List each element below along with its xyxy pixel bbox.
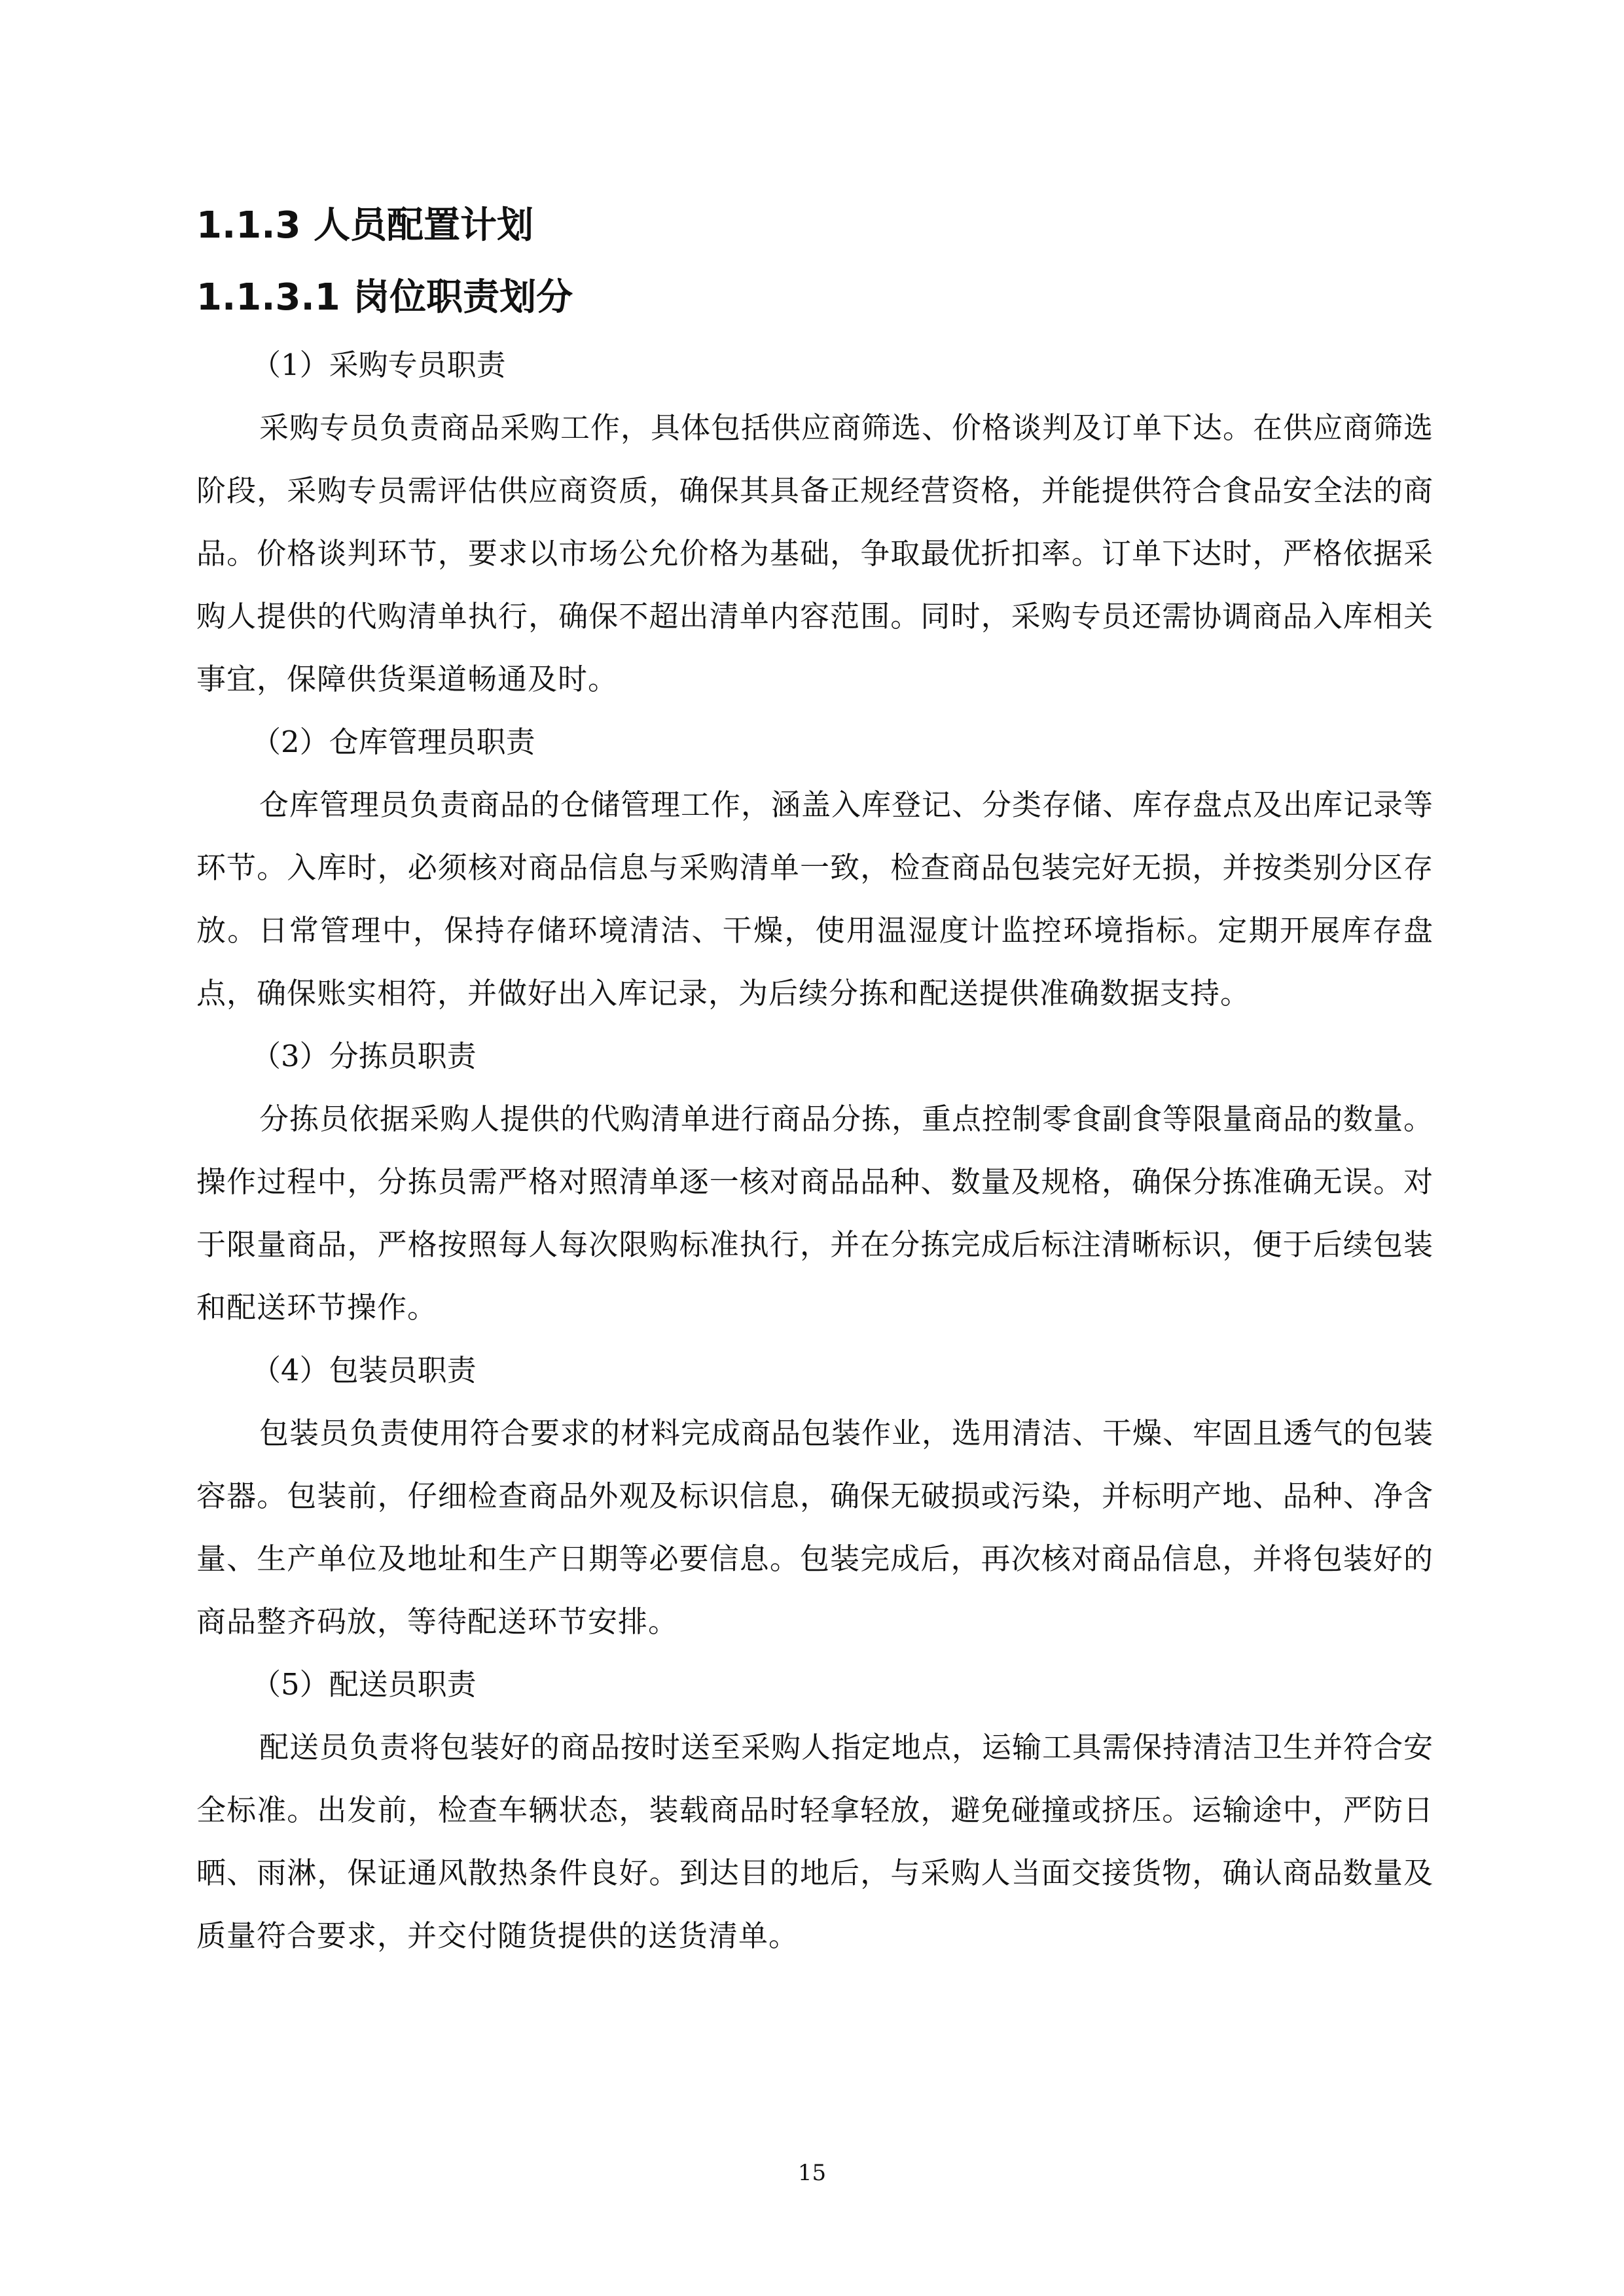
subsection-heading: 1.1.3.1 岗位职责划分 <box>196 276 573 319</box>
duty-body-purchasing: 采购专员负责商品采购工作，具体包括供应商筛选、价格谈判及订单下达。在供应商筛选阶段，采购专员需评估供应商资质，确保其具备正规经营资格，并能提供符合食品安全法的商品。价格谈判环节，要求以市场公允价格为基础，争取最优折扣率。订单下达时，严格依据采购人提供的代购清单执行，确保不超出清单内容范围。同时，采购专员还需协调商品入库相关事宜，保障供货渠道畅通及时。 <box>196 410 1434 696</box>
duty-title-sorting: （3）分拣员职责 <box>251 1039 477 1073</box>
duty-body-delivery: 配送员负责将包装好的商品按时送至采购人指定地点，运输工具需保持清洁卫生并符合安全标准。出发前，检查车辆状态，装载商品时轻拿轻放，避免碰撞或挤压。运输途中，严防日晒、雨淋，保证通风散热条件良好。到达目的地后，与采购人当面交接货物，确认商品数量及质量符合要求，并交付随货提供的送货清单。 <box>196 1730 1434 1953</box>
document-body <box>196 190 1434 1967</box>
page-number: 15 <box>797 2160 827 2186</box>
duty-title-purchasing: （1）采购专员职责 <box>251 348 506 382</box>
section-heading: 1.1.3 人员配置计划 <box>196 204 533 247</box>
duty-title-delivery: （5）配送员职责 <box>251 1667 477 1702</box>
duty-body-sorting: 分拣员依据采购人提供的代购清单进行商品分拣，重点控制零食副食等限量商品的数量。操作过程中，分拣员需严格对照清单逐一核对商品品种、数量及规格，确保分拣准确无误。对于限量商品，严格按照每人每次限购标准执行，并在分拣完成后标注清晰标识，便于后续包装和配送环节操作。 <box>196 1102 1434 1325</box>
duty-title-warehouse: （2）仓库管理员职责 <box>251 725 535 759</box>
duty-body-warehouse: 仓库管理员负责商品的仓储管理工作，涵盖入库登记、分类存储、库存盘点及出库记录等环节。入库时，必须核对商品信息与采购清单一致，检查商品包装完好无损，并按类别分区存放。日常管理中，保持存储环境清洁、干燥，使用温湿度计监控环境指标。定期开展库存盘点，确保账实相符，并做好出入库记录，为后续分拣和配送提供准确数据支持。 <box>196 787 1434 1011</box>
duty-title-packaging: （4）包装员职责 <box>251 1353 477 1388</box>
duty-body-packaging: 包装员负责使用符合要求的材料完成商品包装作业，选用清洁、干燥、牢固且透气的包装容器。包装前，仔细检查商品外观及标识信息，确保无破损或污染，并标明产地、品种、净含量、生产单位及地址和生产日期等必要信息。包装完成后，再次核对商品信息，并将包装好的商品整齐码放，等待配送环节安排。 <box>196 1416 1434 1639</box>
